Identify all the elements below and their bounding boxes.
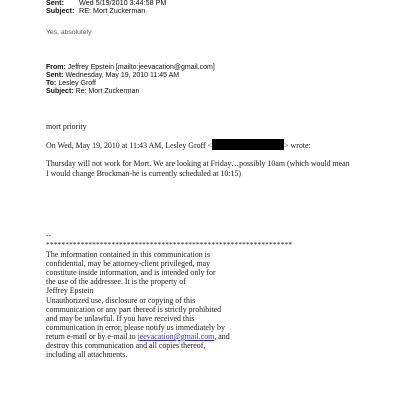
attribution-text: On Wed, May 19, 2010 at 11:43 AM, Lesley Groff < xyxy=(46,141,213,150)
attribution-wrote: > wrote: xyxy=(284,141,311,150)
disclaimer-line: the use of the addressee. It is the property of xyxy=(46,277,186,286)
disclaimer-line: and may be unlawful. If you have received this xyxy=(46,314,195,323)
quoted-sent-label: Sent: xyxy=(46,72,64,79)
disclaimer-line: destroy this communication and all copies thereof, xyxy=(46,341,206,350)
quoted-from-label: From: xyxy=(46,64,66,71)
quoted-body-line-2: I would change Brockman-he is currently scheduled at 10:15) xyxy=(46,169,242,178)
body-line-priority: mort priority xyxy=(46,122,87,131)
disclaimer-line: Jeffrey Epstein xyxy=(46,286,94,295)
quoted-to-value: Lesley Groff xyxy=(58,80,96,87)
disclaimer-line: confidential, may be attorney-client privileged, may xyxy=(46,259,211,268)
disclaimer-email-suffix: , and xyxy=(214,332,230,341)
disclaimer-line: Unauthorized use, disclosure or copying of this xyxy=(46,296,196,305)
sent-value: Wed 5/19/2010 3:44:58 PM xyxy=(79,0,167,7)
subject-label: Subject: xyxy=(46,6,75,15)
reply-text: Yes, absolutely xyxy=(46,29,92,36)
quoted-to-label: To: xyxy=(46,80,57,87)
quoted-subject-value: Re: Mort Zuckerman xyxy=(75,88,140,95)
disclaimer-email-prefix: return e-mail or by e-mail to xyxy=(46,332,138,341)
quoted-subject-row xyxy=(46,88,139,96)
redaction-box xyxy=(212,139,284,150)
email-link[interactable]: jeevacation@gmail.com xyxy=(137,332,215,341)
subject-value: RE: Mort Zuckerman xyxy=(79,6,146,15)
attribution-line xyxy=(46,139,311,151)
disclaimer-line: constitute inside information, and is intended only for xyxy=(46,268,216,277)
disclaimer-line: communication or any part thereof is strictly prohibited xyxy=(46,305,222,314)
sent-label: Sent: xyxy=(46,0,64,7)
disclaimer-line: including all attachments. xyxy=(46,350,128,359)
separator-stars: **************************************************************** xyxy=(46,240,293,249)
quoted-from-value: Jeffrey Epstein [mailto:jeevacation@gmail.com] xyxy=(67,64,215,71)
quoted-body-line-1: Thursday will not work for Mort. We are looking at Friday…possibly 10am (which would mean xyxy=(46,159,350,168)
disclaimer-line: The information contained in this communication is xyxy=(46,250,210,259)
subject-header-row xyxy=(46,7,145,15)
quoted-sent-value: Wednesday, May 19, 2010 11:45 AM xyxy=(65,72,180,79)
disclaimer-line: communication in error, please notify us immediately by xyxy=(46,323,225,332)
quoted-subject-label: Subject: xyxy=(46,88,74,95)
signature-dash: -- xyxy=(46,231,52,240)
